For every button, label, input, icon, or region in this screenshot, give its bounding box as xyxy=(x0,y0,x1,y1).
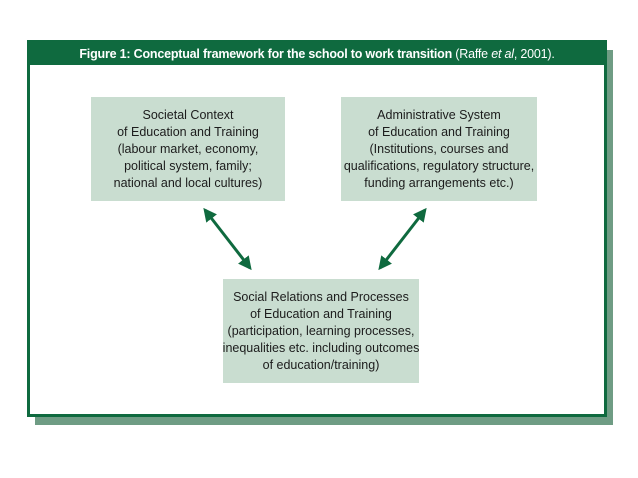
societal-context-box xyxy=(91,97,285,201)
box-line: of Education and Training xyxy=(368,124,510,139)
box-line: of Education and Training xyxy=(117,124,259,139)
box-line: qualifications, regulatory structure, xyxy=(343,158,535,173)
box-line: inequalities etc. including outcomes xyxy=(222,340,420,355)
figure-citation-etal: et al xyxy=(491,47,514,61)
figure-title-bar xyxy=(30,43,604,65)
administrative-system-box xyxy=(341,97,537,201)
box-line: political system, family; xyxy=(124,158,252,173)
box-line: national and local cultures) xyxy=(113,175,263,190)
figure-title: Figure 1: Conceptual framework for the school to work transition xyxy=(79,47,453,61)
box-line: of Education and Training xyxy=(250,306,392,321)
box-line: (labour market, economy, xyxy=(117,141,259,156)
figure-citation-pre: (Raffe xyxy=(452,47,492,61)
box-line: Administrative System xyxy=(377,107,501,122)
box-line: (participation, learning processes, xyxy=(227,323,415,338)
box-line: (Institutions, courses and xyxy=(369,141,509,156)
social-relations-box xyxy=(223,279,419,383)
box-line: Societal Context xyxy=(142,107,234,122)
box-line: Social Relations and Processes xyxy=(233,289,409,304)
box-line: funding arrangements etc.) xyxy=(364,175,514,190)
box-line: of education/training) xyxy=(262,357,380,372)
figure-citation-post: , 2001). xyxy=(513,47,555,61)
figure-frame xyxy=(27,40,607,417)
